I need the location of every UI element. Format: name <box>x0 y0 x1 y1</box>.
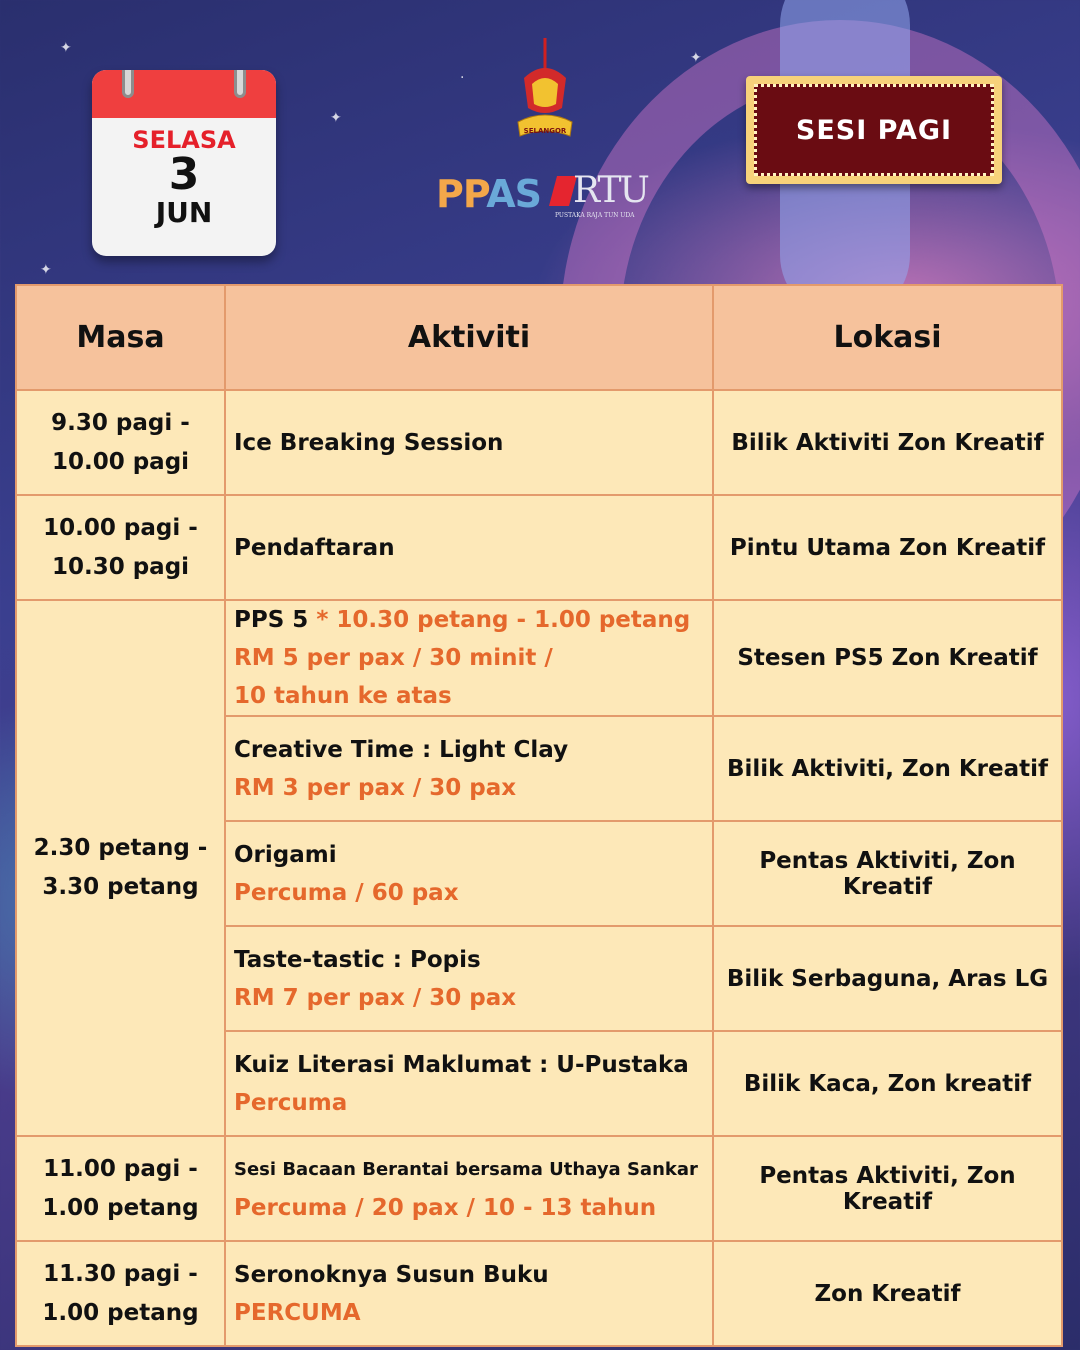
table-header-row <box>16 285 1062 390</box>
activity-detail: PERCUMA <box>234 1299 361 1326</box>
time-start: 11.30 pagi - <box>43 1260 198 1287</box>
header-aktiviti: Aktiviti <box>225 285 713 390</box>
ppas-logo <box>436 172 541 216</box>
rtu-logo <box>553 170 648 226</box>
activity-name: Sesi Bacaan Berantai bersama Uthaya Sankar <box>234 1158 698 1180</box>
time-start: 10.00 pagi - <box>43 514 198 541</box>
star-icon: ✦ <box>330 110 342 126</box>
activity-cell <box>225 716 713 821</box>
session-sign <box>746 76 1002 184</box>
activity-detail: RM 3 per pax / 30 pax <box>234 774 517 801</box>
activity-cell <box>225 1241 713 1346</box>
location-cell: Bilik Kaca, Zon kreatif <box>713 1031 1062 1136</box>
activity-detail: RM 7 per pax / 30 pax <box>234 984 517 1011</box>
location-cell: Pentas Aktiviti, Zon Kreatif <box>713 1136 1062 1241</box>
table-row <box>16 600 1062 716</box>
rtu-subtitle: PUSTAKA RAJA TUN UDA <box>555 212 635 219</box>
time-cell <box>16 600 225 1136</box>
star-icon: ✦ <box>60 40 72 56</box>
activity-cell <box>225 1136 713 1241</box>
table-row <box>16 390 1062 495</box>
header-lokasi: Lokasi <box>713 285 1062 390</box>
calendar-header <box>92 70 276 118</box>
activity-cell <box>225 1031 713 1136</box>
time-start: 11.00 pagi - <box>43 1155 198 1182</box>
activity-detail: RM 5 per pax / 30 minit / <box>234 645 553 671</box>
time-end: 3.30 petang <box>42 874 199 900</box>
time-end: 10.00 pagi <box>51 448 190 475</box>
activity-cell <box>225 390 713 495</box>
session-label: SESI PAGI <box>795 114 953 146</box>
location-cell: Bilik Aktiviti, Zon Kreatif <box>713 716 1062 821</box>
activity-name: Pendaftaran <box>234 534 395 561</box>
activity-cell <box>225 600 713 716</box>
activity-name: Kuiz Literasi Maklumat : U-Pustaka <box>234 1051 689 1078</box>
star-icon: ✦ <box>690 50 702 66</box>
time-cell <box>16 390 225 495</box>
location-cell: Bilik Aktiviti Zon Kreatif <box>713 390 1062 495</box>
activity-time-note: * 10.30 petang - 1.00 petang <box>316 607 691 633</box>
activity-name: Taste-tastic : Popis <box>234 946 481 973</box>
time-start: 9.30 pagi - <box>51 409 190 436</box>
calendar-ring-icon <box>234 70 246 98</box>
rtu-letters: RTU <box>573 170 648 211</box>
ppas-logo-part1: PP <box>436 172 487 216</box>
time-cell <box>16 1241 225 1346</box>
activity-name: Creative Time : Light Clay <box>234 736 569 763</box>
activity-cell <box>225 821 713 926</box>
calendar-month: JUN <box>155 196 213 229</box>
activity-name: Seronoknya Susun Buku <box>234 1261 549 1288</box>
activity-detail: Percuma / 20 pax / 10 - 13 tahun <box>234 1194 657 1221</box>
time-cell <box>16 495 225 600</box>
activity-detail: Percuma <box>234 1089 348 1116</box>
activity-name: PPS 5 <box>234 607 309 633</box>
selangor-crest-logo <box>510 38 580 150</box>
time-start: 2.30 petang - <box>33 835 208 861</box>
activity-cell <box>225 926 713 1031</box>
table-row <box>16 1136 1062 1241</box>
time-cell <box>16 1136 225 1241</box>
time-end: 10.30 pagi <box>51 553 190 580</box>
time-end: 1.00 petang <box>42 1299 199 1326</box>
activity-detail: 10 tahun ke atas <box>234 683 452 709</box>
header-masa: Masa <box>16 285 225 390</box>
location-cell: Bilik Serbaguna, Aras LG <box>713 926 1062 1031</box>
crest-label: SELANGOR <box>523 127 567 135</box>
time-end: 1.00 petang <box>42 1194 199 1221</box>
location-cell: Zon Kreatif <box>713 1241 1062 1346</box>
activity-name: Origami <box>234 841 337 868</box>
location-cell: Stesen PS5 Zon Kreatif <box>713 600 1062 716</box>
calendar-ring-icon <box>122 70 134 98</box>
table-row <box>16 1241 1062 1346</box>
calendar-date: 3 <box>168 149 200 200</box>
activity-name: Ice Breaking Session <box>234 429 504 456</box>
activity-cell <box>225 495 713 600</box>
calendar-day: SELASA <box>132 126 236 154</box>
location-cell: Pintu Utama Zon Kreatif <box>713 495 1062 600</box>
activity-detail: Percuma / 60 pax <box>234 879 459 906</box>
star-icon: · <box>460 70 465 86</box>
table-row <box>16 495 1062 600</box>
calendar-widget <box>92 70 276 256</box>
session-sign-inner <box>754 84 994 176</box>
location-cell: Pentas Aktiviti, Zon Kreatif <box>713 821 1062 926</box>
schedule-table <box>15 284 1063 1347</box>
ppas-logo-part2: AS <box>486 172 541 216</box>
star-icon: ✦ <box>40 262 52 278</box>
